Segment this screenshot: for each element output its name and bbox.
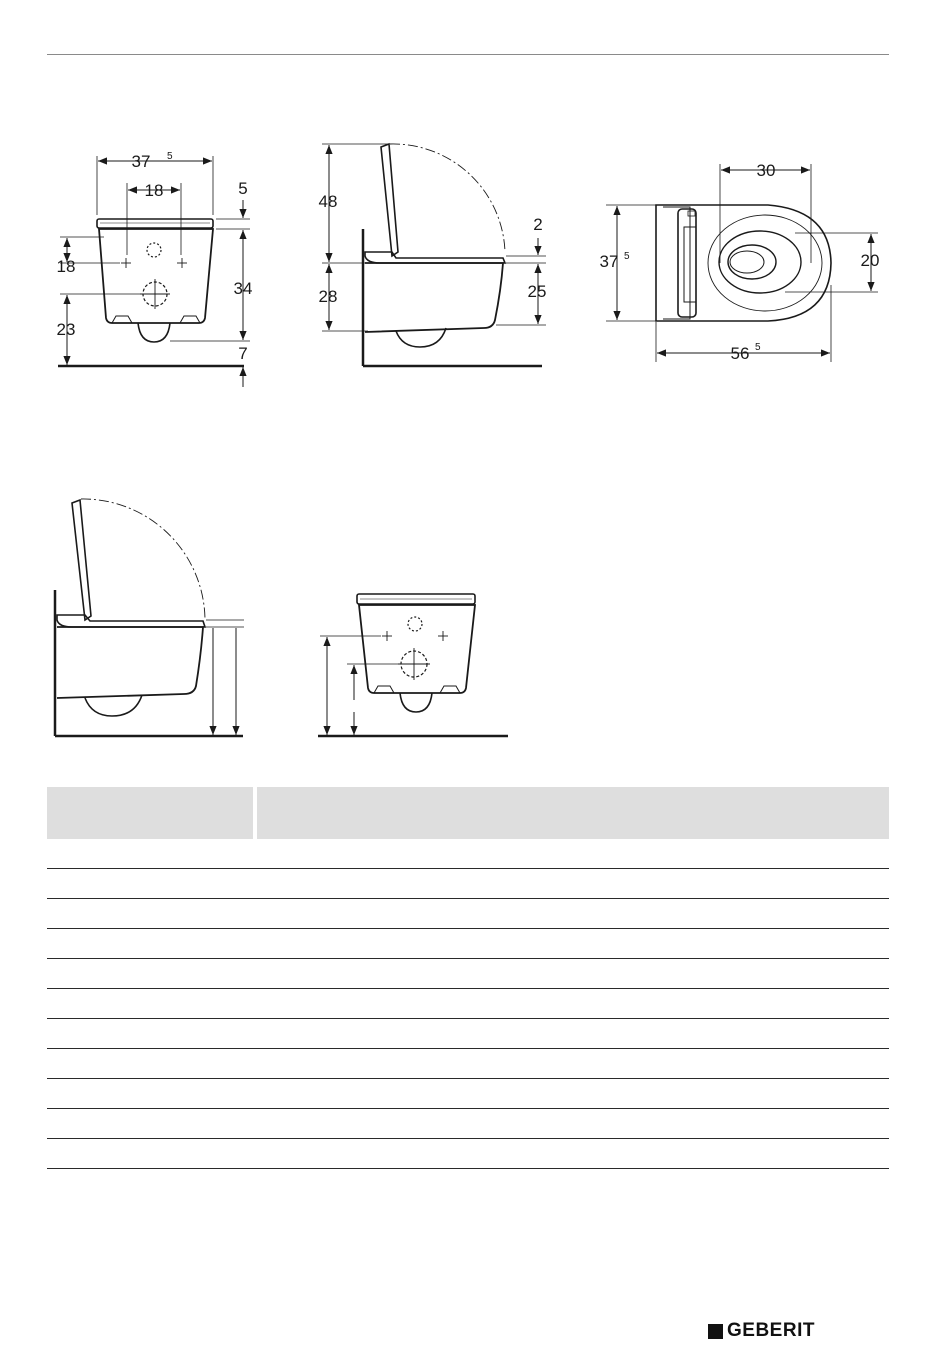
side-seat-height-label: 28 [318,287,338,306]
table-row [47,899,889,929]
front-floor-gap-label: 7 [238,344,248,363]
table-row [47,929,889,959]
front-view-unlabeled-drawing [318,594,508,736]
top-opening-depth-label: 20 [860,251,880,270]
table-row [47,869,889,899]
table-header [47,787,889,839]
table-row [47,1139,889,1169]
top-depth-sup: 5 [755,342,761,353]
geberit-logo [708,1320,815,1342]
front-fixing-spacing-label: 18 [144,181,164,200]
table-row [47,1109,889,1139]
front-view-labels [57,151,253,363]
table-row [47,989,889,1019]
top-width-label: 37 [599,252,619,271]
top-view-drawing [606,164,878,362]
table-row [47,1019,889,1049]
table-row [47,839,889,869]
dimensions-table [47,787,889,1169]
logo-wordmark: GEBERIT [727,1320,815,1341]
table-header-cell-2 [257,787,889,839]
side-view-unlabeled-drawing [55,499,244,736]
side-view-drawing [322,144,546,366]
logo-square-icon [708,1324,723,1339]
side-lid-height-label: 48 [318,192,338,211]
front-fixing-height-label: 18 [56,257,76,276]
top-width-sup: 5 [624,251,630,262]
front-width-label: 37 [131,152,151,171]
table-row [47,959,889,989]
side-front-height-label: 25 [527,282,547,301]
table-row [47,1049,889,1079]
top-view-labels [600,161,880,363]
table-header-cell-1 [47,787,253,839]
front-outlet-height-label: 23 [56,320,76,339]
top-bowl-opening-label: 30 [756,161,776,180]
front-seat-thickness-label: 5 [238,179,248,198]
side-view-labels [319,192,547,306]
front-width-sup: 5 [167,151,173,162]
top-depth-label: 56 [730,344,750,363]
front-bowl-height-label: 34 [233,279,253,298]
table-row [47,1079,889,1109]
side-front-gap-label: 2 [533,215,543,234]
